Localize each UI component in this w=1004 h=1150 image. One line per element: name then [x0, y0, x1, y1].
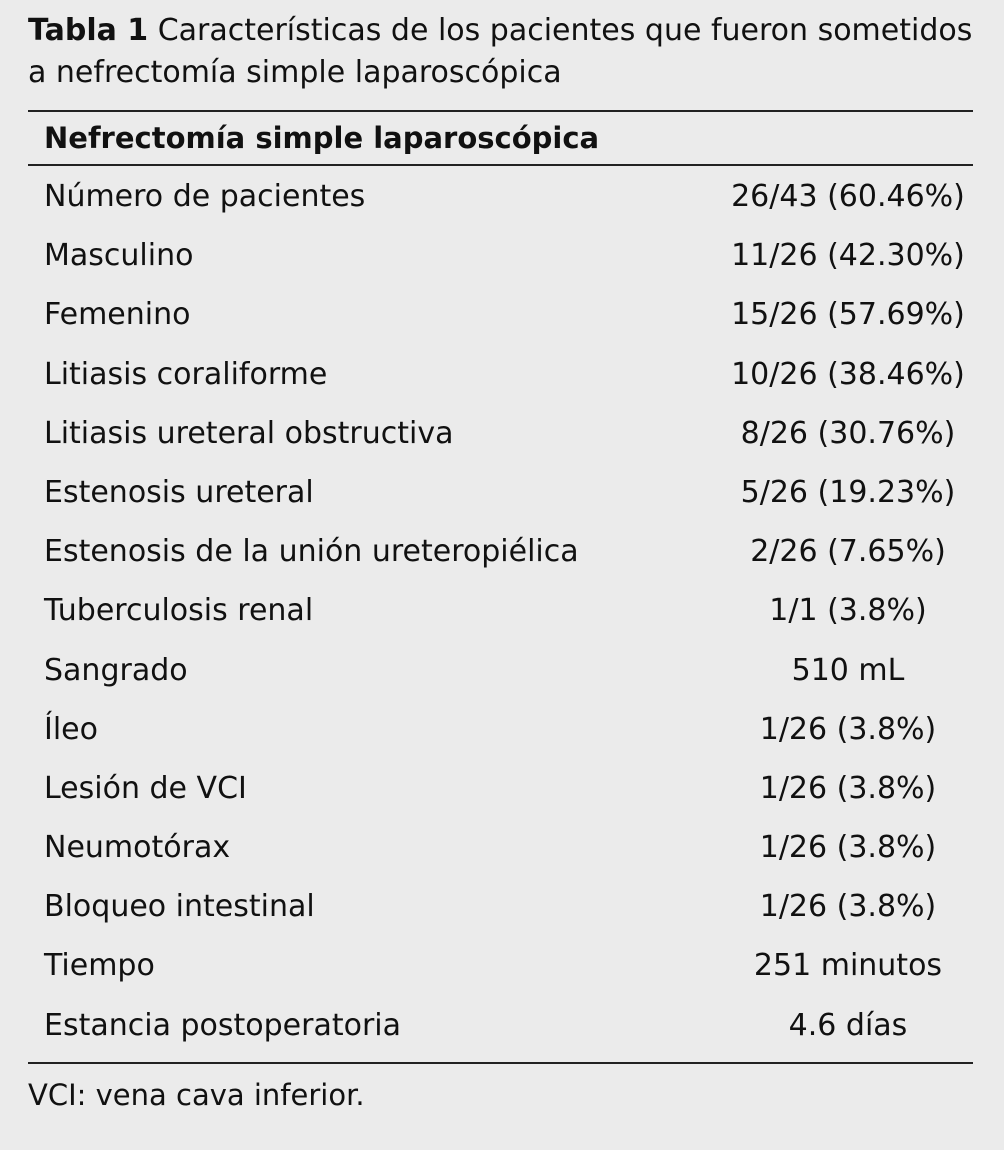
row-label: Número de pacientes: [44, 179, 366, 214]
table-row: [28, 997, 973, 1056]
table-body: [28, 168, 973, 1056]
row-label: Íleo: [44, 711, 98, 747]
row-value: 1/26 (3.8%): [759, 889, 937, 925]
table-row: [28, 464, 973, 523]
caption-label: Tabla 1: [28, 13, 149, 48]
table-row: [28, 523, 973, 582]
table-row: [28, 937, 973, 996]
row-label: Litiasis ureteral obstructiva: [44, 415, 454, 451]
table-caption: [28, 10, 988, 94]
row-value: 251 minutos: [753, 948, 943, 984]
row-label: Tuberculosis renal: [44, 593, 314, 629]
bottom-rule: [28, 1062, 973, 1064]
table-row: [28, 642, 973, 701]
top-rule: [28, 110, 973, 112]
caption-text: Características de los pacientes que fueron sometidos a nefrectomía simple laparoscópica: [28, 13, 973, 90]
row-value: 5/26 (19.23%): [740, 474, 956, 510]
table-row: [28, 819, 973, 878]
row-label: Estenosis ureteral: [44, 474, 314, 510]
row-label: Estenosis de la unión ureteropiélica: [44, 534, 579, 570]
table-row: [28, 168, 973, 227]
row-label: Masculino: [44, 238, 194, 274]
row-value: 15/26 (57.69%): [731, 297, 965, 333]
row-label: Sangrado: [44, 652, 188, 688]
table-row: [28, 227, 973, 286]
row-value: 11/26 (42.30%): [731, 238, 965, 274]
row-label: Femenino: [44, 297, 191, 333]
row-label: Lesión de VCI: [44, 770, 247, 806]
row-value: 1/26 (3.8%): [759, 770, 937, 806]
table-row: [28, 582, 973, 641]
row-value: 26/43 (60.46%): [731, 179, 965, 214]
table-row: [28, 286, 973, 345]
row-value: 1/26 (3.8%): [759, 711, 937, 747]
row-value: 2/26 (7.65%): [750, 534, 946, 570]
row-label: Estancia postoperatoria: [44, 1007, 402, 1043]
row-value: 4.6 días: [788, 1007, 908, 1043]
table-header: Nefrectomía simple laparoscópica: [44, 121, 600, 155]
table-row: [28, 760, 973, 819]
row-label: Neumotórax: [44, 830, 231, 866]
table-row: [28, 346, 973, 405]
row-value: 1/26 (3.8%): [759, 830, 937, 866]
table-footnote: VCI: vena cava inferior.: [28, 1078, 365, 1112]
row-value: 1/1 (3.8%): [769, 593, 927, 629]
row-label: Bloqueo intestinal: [44, 889, 315, 925]
table-row: [28, 878, 973, 937]
row-label: Litiasis coraliforme: [44, 356, 328, 392]
row-label: Tiempo: [44, 948, 155, 984]
row-value: 510 mL: [791, 652, 905, 688]
header-rule: [28, 164, 973, 166]
table-row: [28, 405, 973, 464]
row-value: 10/26 (38.46%): [731, 356, 965, 392]
table-row: [28, 701, 973, 760]
row-value: 8/26 (30.76%): [740, 415, 956, 451]
